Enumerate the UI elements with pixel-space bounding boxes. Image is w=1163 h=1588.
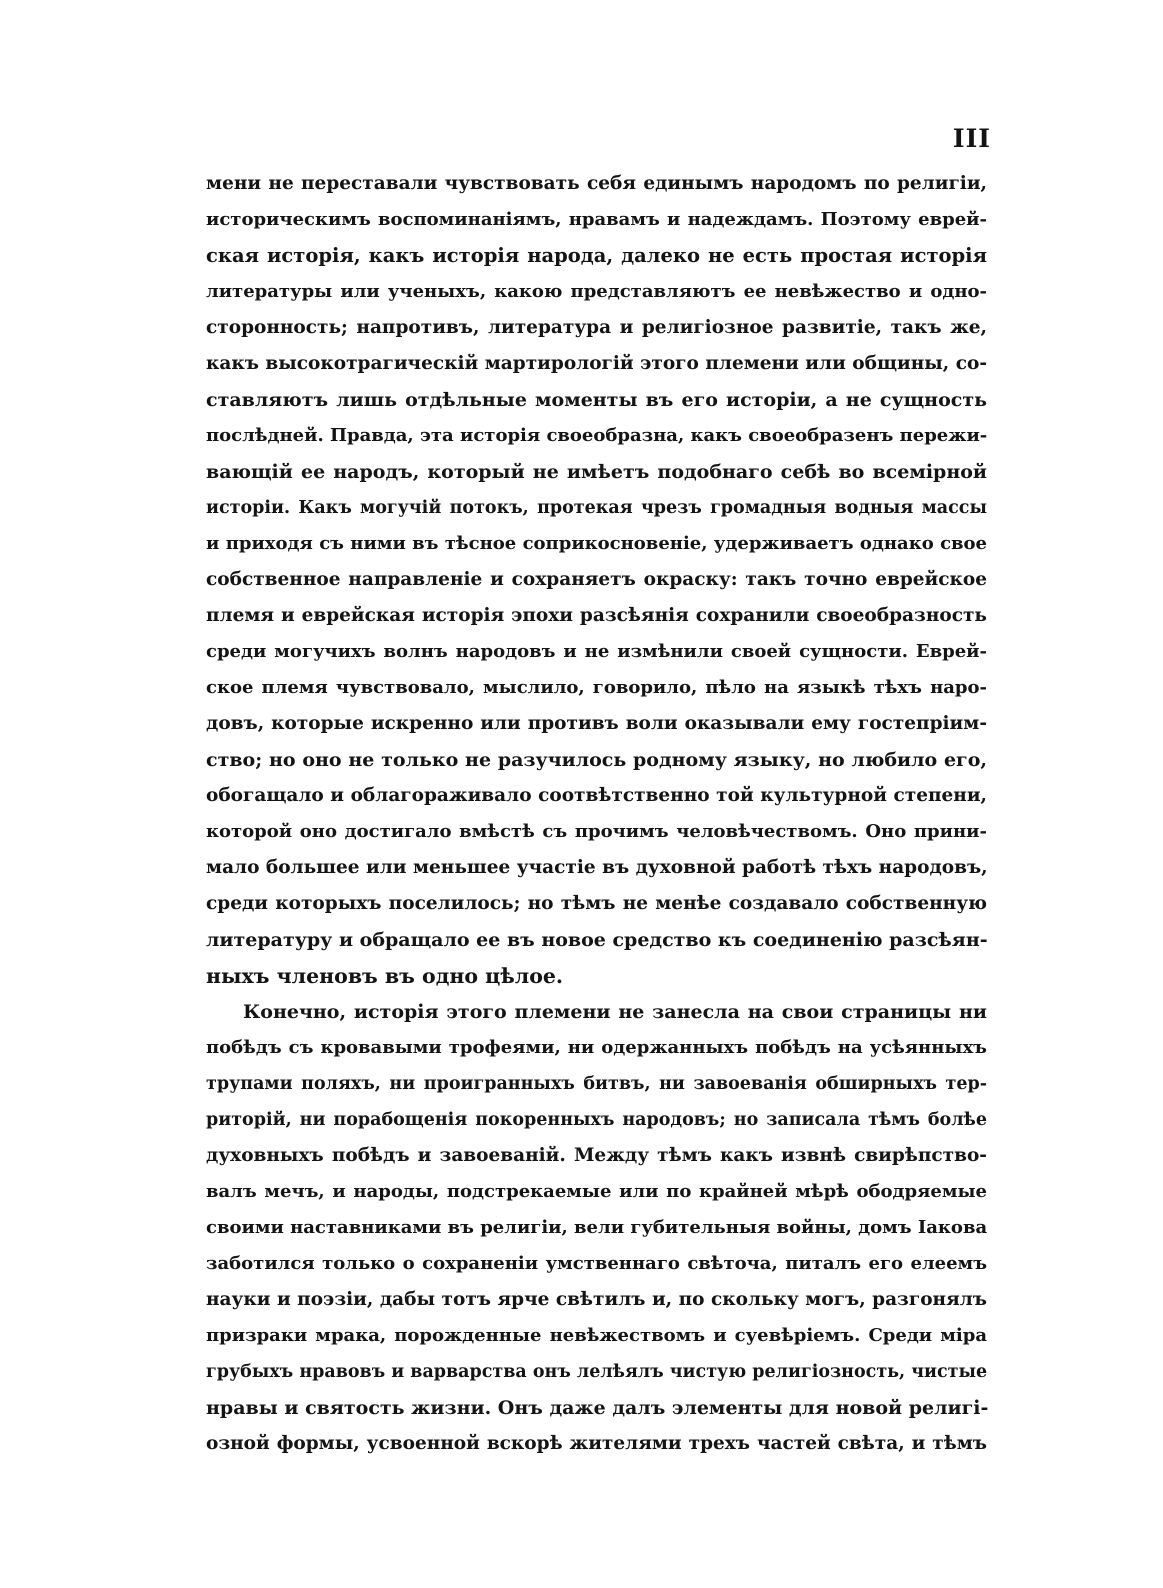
text-line: заботился только о сохраненіи умственнаго свѣточа, питалъ его елеемъ: [206, 1253, 987, 1274]
text-line: Конечно, исторія этого племени не занесла на свои страницы ни: [243, 1001, 987, 1023]
page-number: III: [952, 124, 991, 153]
text-line: мени не переставали чувствовать себя единымъ народомъ по религіи,: [206, 173, 987, 194]
text-line: побѣдъ съ кровавыми трофеями, ни одержанныхъ побѣдъ на усѣянныхъ: [206, 1037, 987, 1058]
text-line: исторіи. Какъ могучій потокъ, протекая чрезъ громадныя водныя массы: [206, 498, 987, 518]
text-line: озной формы, усвоенной вскорѣ жителями трехъ частей свѣта, и тѣмъ: [206, 1433, 987, 1454]
text-line: духовныхъ побѣдъ и завоеваній. Между тѣмъ какъ извнѣ свирѣпство-: [206, 1145, 987, 1166]
text-line: историческимъ воспоминаніямъ, нравамъ и надеждамъ. Поэтому еврей-: [206, 209, 987, 230]
text-line: ское племя чувствовало, мыслило, говорило, пѣло на языкѣ тѣхъ наро-: [206, 677, 987, 698]
text-line: ныхъ членовъ въ одно цѣлое.: [206, 964, 564, 988]
text-line: призраки мрака, порожденные невѣжествомъ и суевѣріемъ. Среди міра: [206, 1325, 987, 1346]
text-line: среди которыхъ поселилось; но тѣмъ не менѣе создавало собственную: [206, 893, 987, 914]
text-line: обогащало и облагораживало соотвѣтственно той культурной степени,: [206, 785, 987, 806]
text-line: трупами поляхъ, ни проигранныхъ битвъ, ни завоеванія обширныхъ тер-: [206, 1074, 987, 1094]
text-line: сторонность; напротивъ, литература и религіозное развитіе, такъ же,: [206, 317, 987, 338]
text-line: литературы или ученыхъ, какою представляютъ ее невѣжество и одно-: [206, 281, 987, 302]
text-line: ство; но оно не только не разучилось родному языку, но любило его,: [206, 749, 987, 771]
text-line: нравы и святость жизни. Онъ даже далъ элементы для новой религі-: [206, 1397, 989, 1419]
text-line: племя и еврейская исторія эпохи разсѣянія сохранили своеобразность: [206, 605, 987, 626]
text-line: ставляютъ лишь отдѣльные моменты въ его исторіи, а не сущность: [206, 389, 987, 411]
text-line: послѣдней. Правда, эта исторія своеобразна, какъ своеобразенъ пережи-: [206, 425, 988, 446]
text-line: науки и поэзіи, дабы тотъ ярче свѣтилъ и, по скольку могъ, разгонялъ: [206, 1289, 987, 1310]
text-line: валъ мечъ, и народы, подстрекаемые или по крайней мѣрѣ ободряемые: [206, 1181, 987, 1202]
text-line: довъ, которые искренно или противъ воли оказывали ему гостепріим-: [206, 713, 987, 734]
text-line: которой оно достигало вмѣстѣ съ прочимъ человѣчествомъ. Оно прини-: [206, 821, 987, 842]
text-line: какъ высокотрагическій мартирологій этого племени или общины, со-: [206, 353, 987, 374]
text-line: и приходя съ ними въ тѣсное соприкосновеніе, удерживаетъ однако свое: [206, 533, 987, 554]
text-line: мало большее или меньшее участіе въ духовной работѣ тѣхъ народовъ,: [206, 857, 988, 878]
text-line: ская исторія, какъ исторія народа, далеко не есть простая исторія: [206, 244, 987, 267]
text-line: среди могучихъ волнъ народовъ и не измѣнили своей сущности. Еврей-: [206, 641, 987, 662]
text-line: риторій, ни порабощенія покоренныхъ народовъ; но записала тѣмъ болѣе: [206, 1110, 987, 1130]
text-line: вающій ее народъ, который не имѣетъ подобнаго себѣ во всемірной: [206, 461, 987, 483]
text-line: своими наставниками въ религіи, вели губительныя войны, домъ Іакова: [206, 1217, 988, 1238]
text-line: грубыхъ нравовъ и варварства онъ лелѣялъ чистую религіозность, чистые: [206, 1362, 988, 1382]
text-line: собственное направленіе и сохраняетъ окраску: такъ точно еврейское: [206, 569, 987, 590]
text-line: литературу и обращало ее въ новое средство къ соединенію разсѣян-: [206, 929, 988, 951]
